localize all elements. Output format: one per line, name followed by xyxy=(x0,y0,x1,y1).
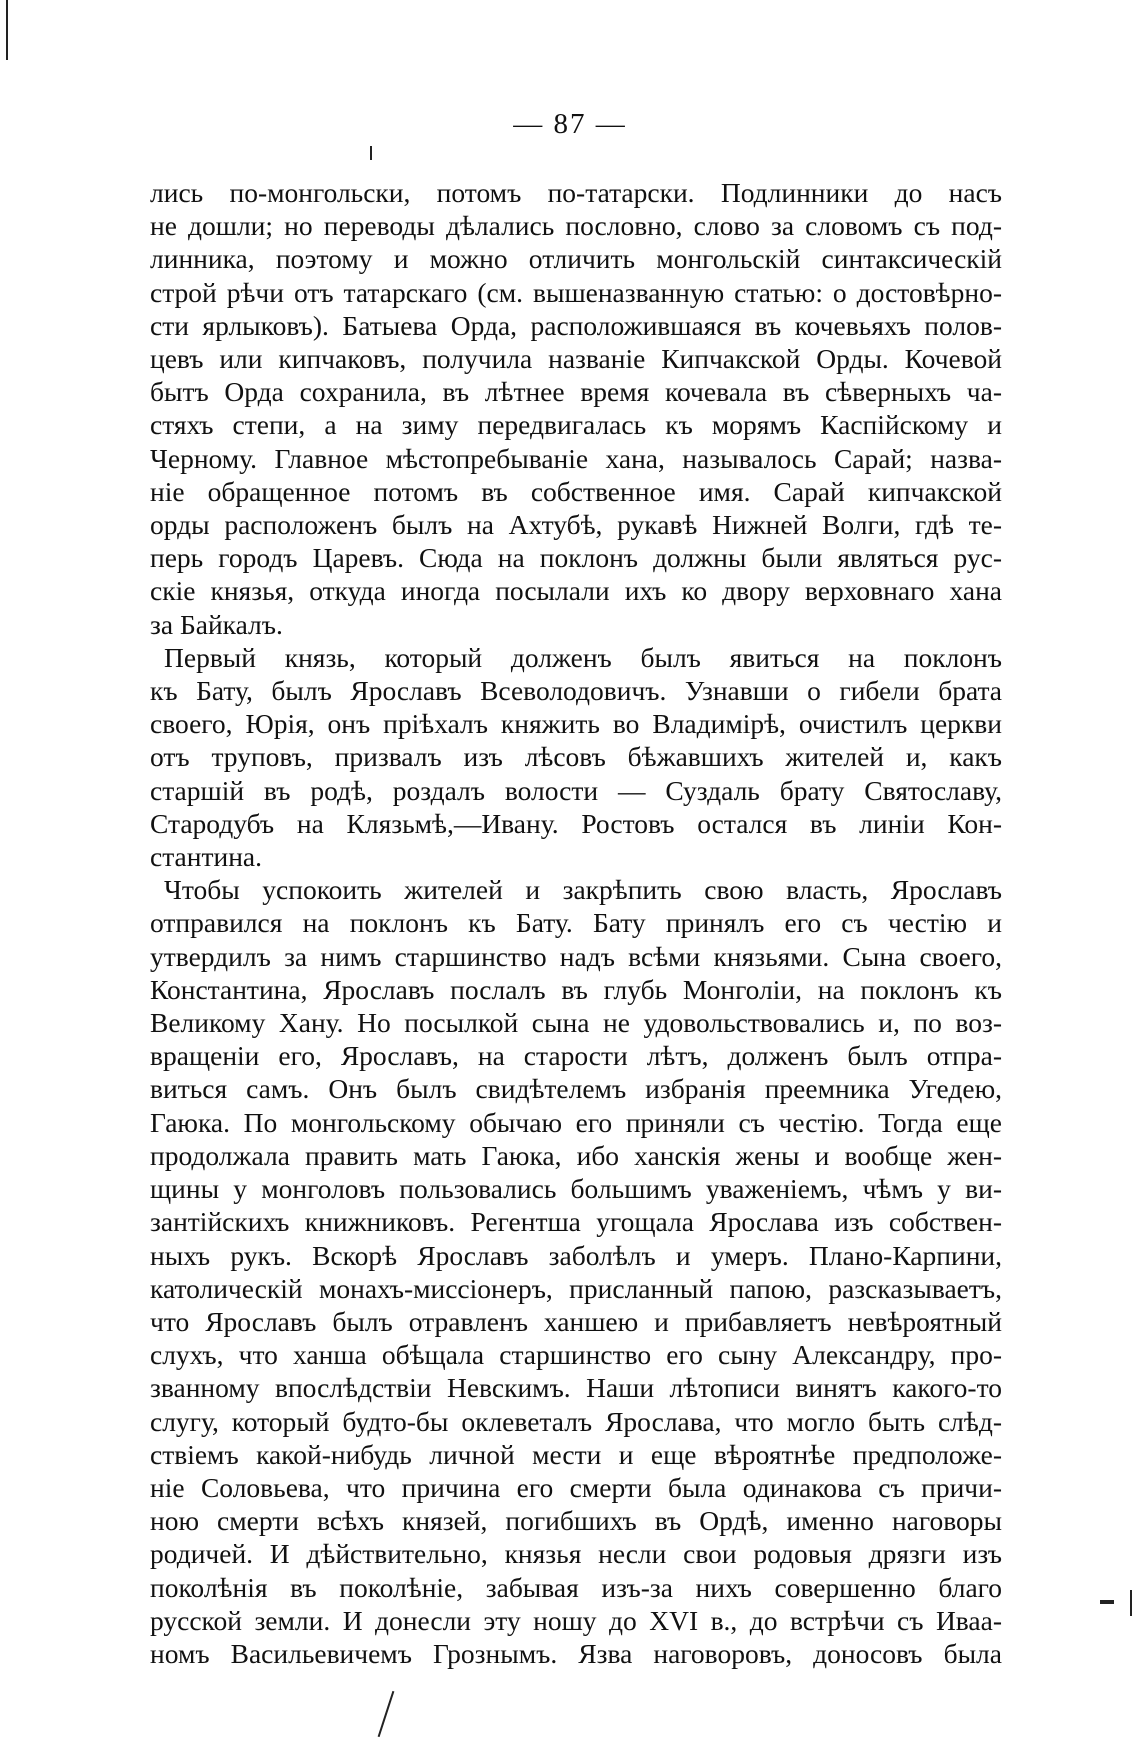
text-line: слухъ, что ханша обѣщала старшинство его сыну Александру, про- xyxy=(150,1339,1002,1371)
text-line: виться самъ. Онъ былъ свидѣтелемъ избранія преемника Угедею, xyxy=(150,1073,1002,1105)
body-text xyxy=(150,176,1002,1670)
text-line: стантина. xyxy=(150,841,263,873)
text-line: что Ярославъ былъ отравленъ ханшею и прибавляетъ невѣроятный xyxy=(150,1305,1002,1337)
text-line: Великому Хану. Но посылкой сына не удовольствовались и, по воз- xyxy=(150,1007,1002,1039)
text-line: вращеніи его, Ярославъ, на старости лѣтъ, долженъ былъ отпра- xyxy=(150,1040,1002,1072)
text-line: ною смерти всѣхъ князей, погибшихъ въ Ордѣ, именно наговоры xyxy=(150,1505,1002,1537)
text-line: перь городъ Царевъ. Сюда на поклонъ должны были являться рус- xyxy=(150,542,1002,574)
text-line: Стародубъ на Клязьмѣ,—Ивану. Ростовъ остался въ линіи Кон- xyxy=(150,807,1002,839)
text-line: скіе князья, откуда иногда посылали ихъ ко двору верховнаго хана xyxy=(150,575,1002,607)
text-line: сти ярлыковъ). Батыева Орда, расположившаяся въ кочевьяхъ полов- xyxy=(150,309,1002,341)
text-line: стяхъ степи, а на зиму передвигалась къ морямъ Каспійскому и xyxy=(150,409,1002,441)
text-line: католическій монахъ-миссіонеръ, присланный папою, разсказываетъ, xyxy=(150,1272,1002,1304)
text-line: не дошли; но переводы дѣлались пословно, слово за словомъ съ под- xyxy=(150,210,1002,242)
text-line: линника, поэтому и можно отличить монгольскій синтаксическій xyxy=(150,243,1002,275)
text-line: Чтобы успокоить жителей и закрѣпить свою власть, Ярославъ xyxy=(164,874,1002,906)
text-line: русской земли. И донесли эту ношу до XVI в., до встрѣчи съ Иваа- xyxy=(150,1604,1002,1636)
text-line: утвердилъ за нимъ старшинство надъ всѣми князьями. Сына своего, xyxy=(150,940,1002,972)
text-line: отъ труповъ, призвалъ изъ лѣсовъ бѣжавшихъ жителей и, какъ xyxy=(150,741,1002,773)
scan-speck xyxy=(370,146,372,160)
text-line: ніе Соловьева, что причина его смерти была одинакова съ причи- xyxy=(150,1471,1002,1503)
text-line: ніе обращенное потомъ въ собственное имя. Сарай кипчакской xyxy=(150,475,1002,507)
text-line: слугу, который будто-бы оклеветалъ Ярослава, что могло быть слѣд- xyxy=(150,1405,1002,1437)
text-line: ствіемъ какой-нибудь личной мести и еще вѣроятнѣе предположе- xyxy=(150,1438,1002,1470)
text-line: цевъ или кипчаковъ, получила названіе Кипчакской Орды. Кочевой xyxy=(150,343,1002,375)
text-line: Первый князь, который долженъ былъ явиться на поклонъ xyxy=(164,641,1002,673)
text-line: продолжала править мать Гаюка, ибо ханскія жены и вообще жен- xyxy=(150,1139,1002,1171)
scan-stroke xyxy=(378,1691,395,1737)
text-line: поколѣнія въ поколѣніе, забывая изъ-за нихъ совершенно благо xyxy=(150,1571,1002,1603)
scan-edge-mark xyxy=(1130,1590,1132,1616)
text-line: строй рѣчи отъ татарскаго (см. вышеназванную статью: о достовѣрно- xyxy=(150,276,1002,308)
text-line: званному впослѣдствіи Невскимъ. Наши лѣтописи винятъ какого-то xyxy=(150,1372,1002,1404)
text-line: щины у монголовъ пользовались большимъ уваженіемъ, чѣмъ у ви- xyxy=(150,1173,1002,1205)
text-line: родичей. И дѣйствительно, князья несли свои родовыя дрязги изъ xyxy=(150,1538,1002,1570)
paragraph-2 xyxy=(150,641,1002,873)
text-line: номъ Васильевичемъ Грознымъ. Язва наговоровъ, доносовъ была xyxy=(150,1637,1002,1669)
text-line: бытъ Орда сохранила, въ лѣтнее время кочевала въ сѣверныхъ ча- xyxy=(150,376,1002,408)
text-line: своего, Юрія, онъ пріѣхалъ княжить во Владимірѣ, очистилъ церкви xyxy=(150,708,1002,740)
text-line: Константина, Ярославъ послалъ въ глубь Монголіи, на поклонъ къ xyxy=(150,973,1002,1005)
text-line: къ Бату, былъ Ярославъ Всеволодовичъ. Узнавши о гибели брата xyxy=(150,675,1002,707)
text-line: за Байкалъ. xyxy=(150,608,283,640)
text-line: лись по-монгольски, потомъ по-татарски. Подлинники до насъ xyxy=(150,177,1002,208)
text-line: отправился на поклонъ къ Бату. Бату принялъ его съ честію и xyxy=(150,907,1002,939)
paragraph-3 xyxy=(150,873,1002,1670)
text-line: зантійскихъ книжниковъ. Регентша угощала Ярослава изъ собствен- xyxy=(150,1206,1002,1238)
text-line: Гаюка. По монгольскому обычаю его приняли съ честію. Тогда еще xyxy=(150,1106,1002,1138)
text-line: старшій въ родѣ, роздалъ волости — Суздаль брату Святославу, xyxy=(150,774,1002,806)
page-number: — 87 — xyxy=(513,108,627,140)
text-line: ныхъ рукъ. Вскорѣ Ярославъ заболѣлъ и умеръ. Плано-Карпини, xyxy=(150,1239,1002,1271)
scan-edge-mark xyxy=(6,0,8,60)
text-line: орды расположенъ былъ на Ахтубѣ, рукавѣ Нижней Волги, гдѣ те- xyxy=(150,509,1002,541)
paragraph-1 xyxy=(150,176,1002,641)
text-line: Черному. Главное мѣстопребываніе хана, называлось Сарай; назва- xyxy=(150,442,1002,474)
scan-speck xyxy=(1100,1600,1114,1604)
